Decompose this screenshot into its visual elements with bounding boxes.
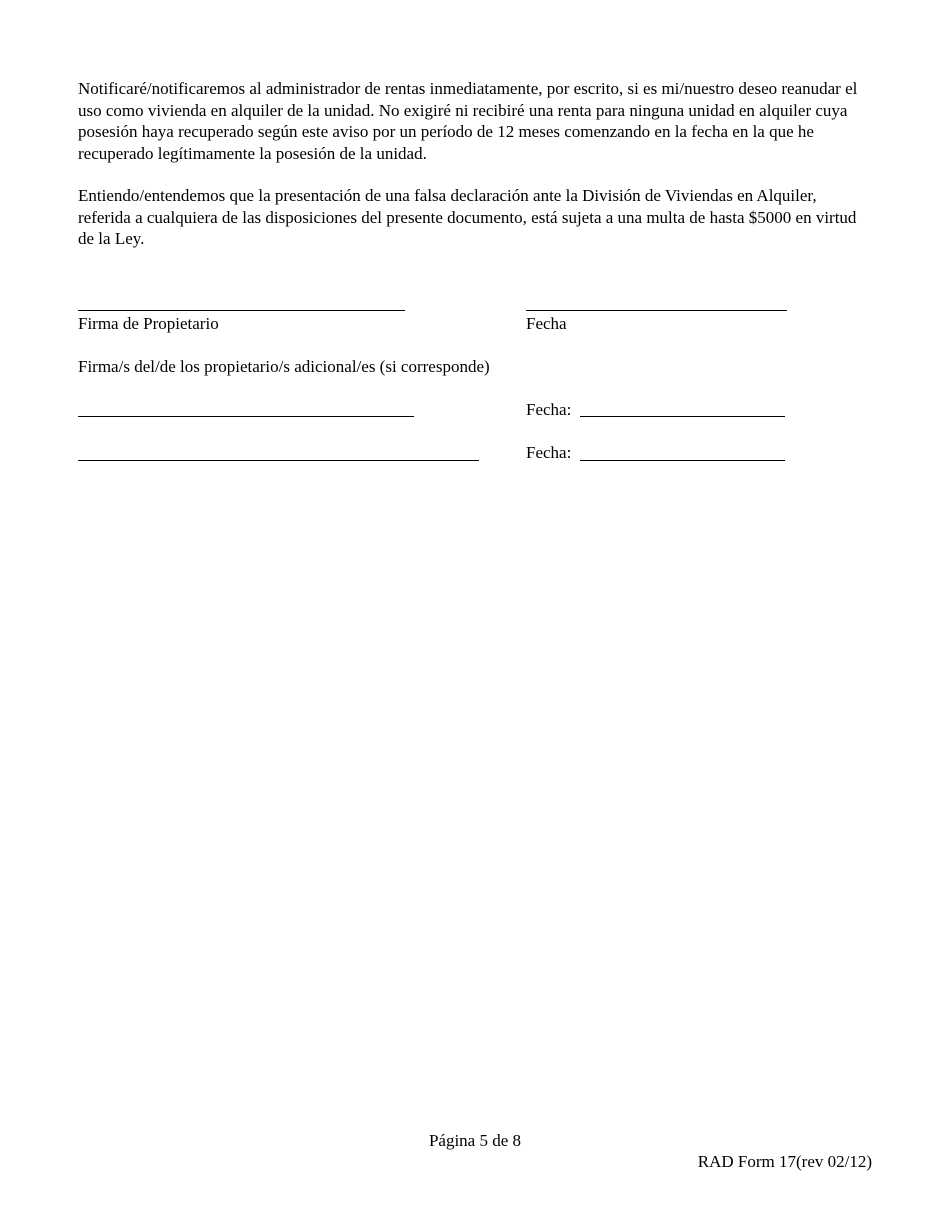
additional-date-label-2: Fecha:: [526, 443, 572, 462]
owner-date-label: Fecha: [526, 314, 567, 333]
additional-date-line-1[interactable]: [580, 416, 785, 417]
owner-date-line[interactable]: [526, 310, 787, 311]
statement-paragraph-notify: Notificaré/notificaremos al administrador de rentas inmediatamente, por escrito, si es mi/nuestro deseo reanudar el uso como vivienda en alquiler de la unidad. No exigiré ni recibiré una renta para ninguna unidad en alquiler cuya posesión haya recuperado según este aviso por un período de 12 meses comenzando en la fecha en la que he recuperado legítimamente la posesión de la unidad.: [78, 79, 858, 163]
additional-signature-line-2[interactable]: [78, 460, 479, 461]
additional-date-line-2[interactable]: [580, 460, 785, 461]
additional-date-label-1: Fecha:: [526, 400, 572, 419]
statement-paragraph-penalty: Entiendo/entendemos que la presentación de una falsa declaración ante la División de Viviendas en Alquiler, referida a cualquiera de las disposiciones del presente documento, está sujeta a una multa de hasta $5000 en virtud de la Ley.: [78, 186, 857, 248]
owner-signature-line[interactable]: [78, 310, 405, 311]
additional-signature-line-1[interactable]: [78, 416, 414, 417]
page-number: Página 5 de 8: [428, 1131, 522, 1150]
additional-owners-label: Firma/s del/de los propietario/s adicional/es (si corresponde): [78, 357, 490, 376]
form-identifier: RAD Form 17(rev 02/12): [697, 1152, 872, 1171]
owner-signature-label: Firma de Propietario: [78, 314, 219, 333]
